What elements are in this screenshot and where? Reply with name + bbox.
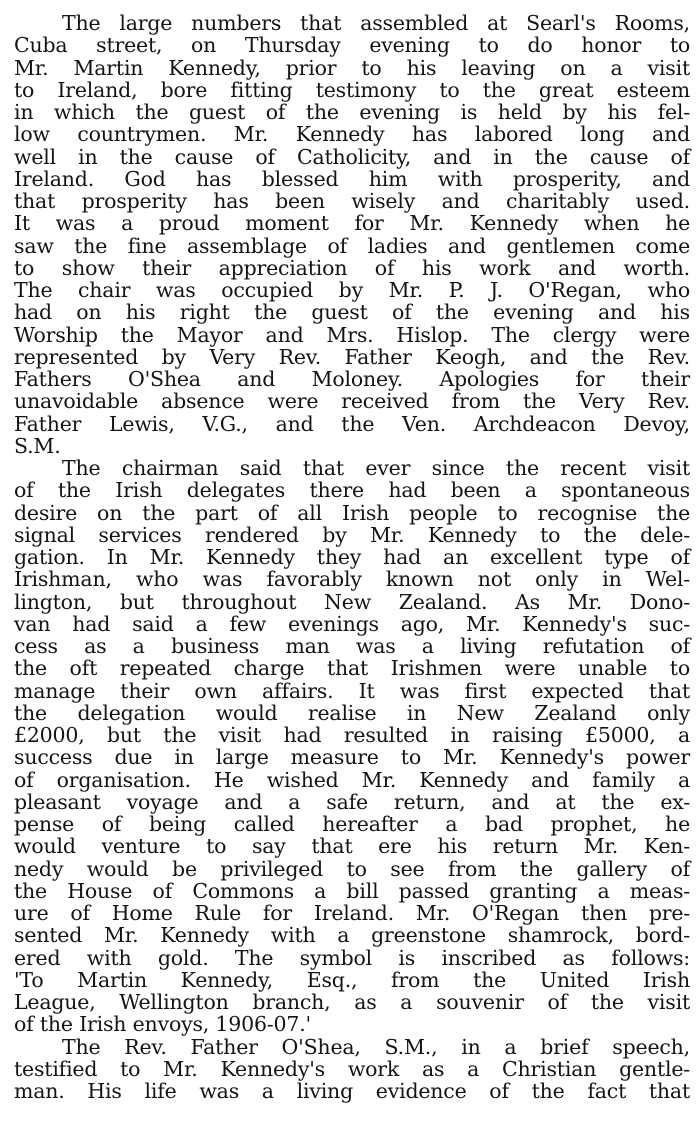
text-line: well in the cause of Catholicity, and in the cause of <box>14 144 690 169</box>
text-line: would venture to say that ere his return Mr. Ken- <box>14 834 690 859</box>
text-line: Worship the Mayor and Mrs. Hislop. The clergy were <box>14 322 690 347</box>
text-line: manage their own affairs. It was first expected that <box>14 678 690 703</box>
text-line: testified to Mr. Kennedy's work as a Christian gentle- <box>14 1056 690 1081</box>
text-line: lington, but throughout New Zealand. As Mr. Dono- <box>14 589 690 614</box>
text-line: saw the fine assemblage of ladies and gentlemen come <box>14 233 690 258</box>
text-line: 'To Martin Kennedy, Esq., from the United Irish <box>14 967 690 992</box>
text-line: pense of being called hereafter a bad prophet, he <box>14 812 690 836</box>
text-line: pleasant voyage and a safe return, and at the ex- <box>14 789 690 814</box>
text-line: desire on the part of all Irish people to recognise the <box>14 500 690 525</box>
text-line: man. His life was a living evidence of the fact that <box>14 1079 690 1103</box>
text-line: signal services rendered by Mr. Kennedy to the dele- <box>14 522 690 547</box>
text-line: the House of Commons a bill passed granting a meas- <box>14 878 690 903</box>
text-line: low countrymen. Mr. Kennedy has labored long and <box>14 122 690 147</box>
text-line: that prosperity has been wisely and charitably used. <box>14 189 690 213</box>
text-line: Irishman, who was favorably known not only in Wel- <box>14 567 690 592</box>
text-line: represented by Very Rev. Father Keogh, and the Rev. <box>14 344 690 369</box>
text-line: of organisation. He wished Mr. Kennedy and family a <box>14 767 690 792</box>
text-line: the delegation would realise in New Zealand only <box>14 700 690 725</box>
text-line: to show their appreciation of his work and worth. <box>14 255 690 280</box>
text-line: £2000, but the visit had resulted in raising £5000, a <box>14 723 690 747</box>
text-line: sented Mr. Kennedy with a greenstone shamrock, bord- <box>14 923 690 948</box>
text-line: The chairman said that ever since the recent visit <box>62 456 690 480</box>
text-line: unavoidable absence were received from the Very Rev. <box>14 389 690 414</box>
text-line: ered with gold. The symbol is inscribed as follows: <box>14 945 690 970</box>
text-line: van had said a few evenings ago, Mr. Kennedy's suc- <box>14 611 690 636</box>
article-paragraph <box>14 457 690 1036</box>
text-line: League, Wellington branch, as a souvenir of the visit <box>14 990 690 1014</box>
text-line: of the Irish delegates there had been a spontaneous <box>14 478 690 503</box>
text-line: Fathers O'Shea and Moloney. Apologies for their <box>14 367 690 391</box>
newspaper-article <box>14 12 690 1102</box>
text-line: the oft repeated charge that Irishmen were unable to <box>14 656 690 681</box>
text-line: The chair was occupied by Mr. P. J. O'Regan, who <box>14 278 690 302</box>
text-line: Mr. Martin Kennedy, prior to his leaving on a visit <box>14 55 690 80</box>
text-line: gation. In Mr. Kennedy they had an excellent type of <box>14 545 690 569</box>
text-line: S.M. <box>14 433 61 458</box>
text-line: Father Lewis, V.G., and the Ven. Archdeacon Devoy, <box>14 411 690 436</box>
text-line: Cuba street, on Thursday evening to do honor to <box>14 33 690 58</box>
text-line: in which the guest of the evening is held by his fel- <box>14 100 690 124</box>
text-line: Ireland. God has blessed him with prosperity, and <box>14 166 690 191</box>
text-line: nedy would be privileged to see from the gallery of <box>14 856 690 881</box>
text-line: ure of Home Rule for Ireland. Mr. O'Regan then pre- <box>14 901 690 925</box>
text-line: It was a proud moment for Mr. Kennedy when he <box>14 211 690 236</box>
article-paragraph <box>14 12 690 457</box>
text-line: had on his right the guest of the evening and his <box>14 300 690 325</box>
text-line: The large numbers that assembled at Searl's Rooms, <box>62 11 690 35</box>
text-line: The Rev. Father O'Shea, S.M., in a brief speech, <box>62 1034 690 1059</box>
text-line: cess as a business man was a living refutation of <box>14 634 690 658</box>
text-line: of the Irish envoys, 1906-07.' <box>14 1012 311 1037</box>
text-line: to Ireland, bore fitting testimony to the great esteem <box>14 77 690 102</box>
article-paragraph <box>14 1036 690 1103</box>
text-line: success due in large measure to Mr. Kennedy's power <box>14 745 690 770</box>
